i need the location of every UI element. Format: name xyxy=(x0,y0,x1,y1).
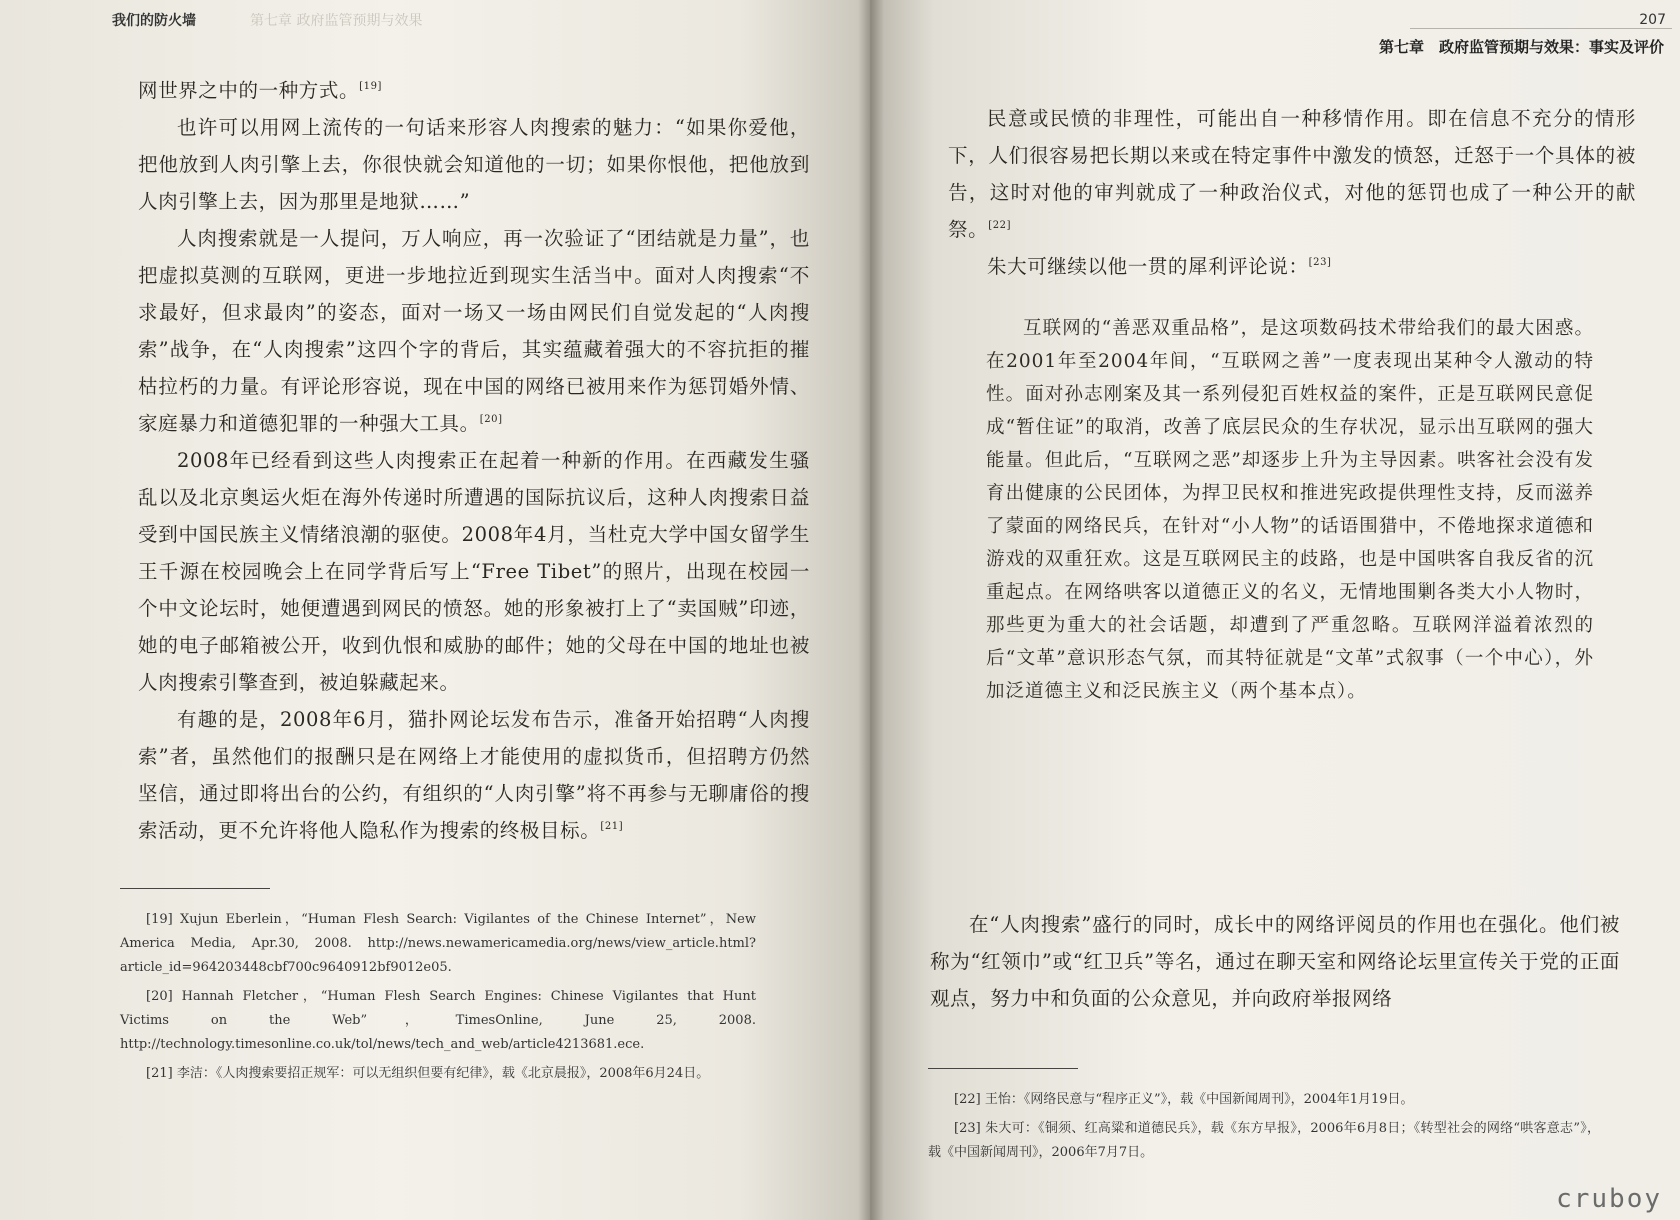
footnote: [23] 朱大可：《铜须、红高粱和道德民兵》，载《东方早报》，2006年6月8日；《转型社会的网络“哄客意志”》，载《中国新闻周刊》，2006年7月7日。 xyxy=(928,1121,1600,1160)
book-spine-shadow xyxy=(858,0,884,1220)
left-running-head: 我们的防火墙 xyxy=(112,13,196,29)
running-head-rule xyxy=(1410,28,1672,29)
paragraph: 网世界之中的一种方式。[19] xyxy=(138,79,383,102)
paragraph: 民意或民愤的非理性，可能出自一种移情作用。即在信息不充分的情形下，人们很容易把长期以来或在特定事件中激发的愤怒，迁怒于一个具体的被告，这时对他的审判就成了一种政治仪式，对他的惩罚也成了一种公开的献祭。[22] xyxy=(948,107,1636,241)
right-body-text-continued xyxy=(930,906,1620,1017)
footnote: [22] 王怡：《网络民意与“程序正义”》，载《中国新闻周刊》，2004年1月19日。 xyxy=(954,1092,1414,1107)
footnote-ref: [19] xyxy=(359,81,383,92)
paragraph: 有趣的是，2008年6月，猫扑网论坛发布告示，准备开始招聘“人肉搜索”者，虽然他们的报酬只是在网络上才能使用的虚拟货币，但招聘方仍然坚信，通过即将出台的公约，有组织的“人肉引擎”将不再参与无聊庸俗的搜索活动，更不允许将他人隐私作为搜索的终极目标。[21] xyxy=(138,708,810,842)
footnote-ref: [20] xyxy=(479,414,503,425)
paragraph: 也许可以用网上流传的一句话来形容人肉搜索的魅力：“如果你爱他，把他放到人肉引擎上去，你很快就会知道他的一切；如果你恨他，把他放到人肉引擎上去，因为那里是地狱……” xyxy=(138,116,810,213)
paragraph: 2008年已经看到这些人肉搜索正在起着一种新的作用。在西藏发生骚乱以及北京奥运火炬在海外传递时所遭遇的国际抗议后，这种人肉搜索日益受到中国民族主义情绪浪潮的驱使。2008年4月，当杜克大学中国女留学生王千源在校园晚会上在同学背后写上“Free Tibet”的照片，出现在校园一个中文论坛时，她便遭遇到网民的愤怒。她的形象被打上了“卖国贼”印迹，她的电子邮箱被公开，收到仇恨和威胁的邮件；她的父母在中国的地址也被人肉搜索引擎查到，被迫躲藏起来。 xyxy=(138,449,810,694)
page-number: 207 xyxy=(1639,12,1666,28)
block-quote xyxy=(986,312,1594,708)
footnote: [20] Hannah Fletcher，“Human Flesh Search Engines: Chinese Vigilantes that Hunt Victims on the Web”，TimesOnline, June 25, 2008. http://technology.timesonline.co.uk/tol/news/tech_and_web/article4213681.ece. xyxy=(120,989,756,1052)
footnote-ref: [22] xyxy=(988,220,1012,231)
left-footnotes xyxy=(120,908,756,1091)
footnote-divider xyxy=(120,888,270,889)
footnote: [19] Xujun Eberlein，“Human Flesh Search: Vigilantes of the Chinese Internet”，New America Media, Apr.30, 2008. http://news.newamericamedia.org/news/view_article.html?article_id=964203448cbf700c9640912bf9012e05. xyxy=(120,912,756,975)
footnote-ref: [21] xyxy=(600,821,624,832)
paragraph: 人肉搜索就是一人提问，万人响应，再一次验证了“团结就是力量”，也把虚拟莫测的互联网，更进一步地拉近到现实生活当中。面对人肉搜索“不求最好，但求最肉”的姿态，面对一场又一场由网民们自觉发起的“人肉搜索”战争，在“人肉搜索”这四个字的背后，其实蕴藏着强大的不容抗拒的摧枯拉朽的力量。有评论形容说，现在中国的网络已被用来作为惩罚婚外情、家庭暴力和道德犯罪的一种强大工具。[20] xyxy=(138,227,810,435)
left-body-text xyxy=(138,72,810,849)
right-footnotes xyxy=(928,1088,1600,1170)
footnote: [21] 李洁：《人肉搜索要招正规军：可以无组织但要有纪律》，载《北京晨报》，2008年6月24日。 xyxy=(146,1066,710,1081)
footnote-ref: [23] xyxy=(1308,257,1332,268)
left-running-head-bleed: 第七章 政府监管预期与效果 xyxy=(250,13,423,29)
watermark: cruboy xyxy=(1556,1184,1662,1214)
paragraph: 朱大可继续以他一贯的犀利评论说：[23] xyxy=(987,255,1332,278)
right-running-head: 第七章 政府监管预期与效果：事实及评价 xyxy=(1378,38,1664,56)
right-body-text xyxy=(948,100,1636,285)
footnote-divider xyxy=(928,1068,1078,1069)
quote-text: 互联网的“善恶双重品格”，是这项数码技术带给我们的最大困惑。在2001年至2004年间，“互联网之善”一度表现出某种令人激动的特性。面对孙志刚案及其一系列侵犯百姓权益的案件，正是互联网民意促成“暂住证”的取消，改善了底层民众的生存状况，显示出互联网的强大能量。但此后，“互联网之恶”却逐步上升为主导因素。哄客社会没有发育出健康的公民团体，为捍卫民权和推进宪政提供理性支持，反而滋养了蒙面的网络民兵，在针对“小人物”的话语围猎中，不倦地探求道德和游戏的双重狂欢。这是互联网民主的歧路，也是中国哄客自我反省的沉重起点。在网络哄客以道德正义的名义，无情地围剿各类大小人物时，那些更为重大的社会话题，却遭到了严重忽略。互联网洋溢着浓烈的后“文革”意识形态气氛，而其特征就是“文革”式叙事（一个中心），外加泛道德主义和泛民族主义（两个基本点）。 xyxy=(986,318,1594,702)
paragraph: 在“人肉搜索”盛行的同时，成长中的网络评阅员的作用也在强化。他们被称为“红领巾”或“红卫兵”等名，通过在聊天室和网络论坛里宣传关于党的正面观点，努力中和负面的公众意见，并向政府举报网络 xyxy=(930,913,1620,1010)
